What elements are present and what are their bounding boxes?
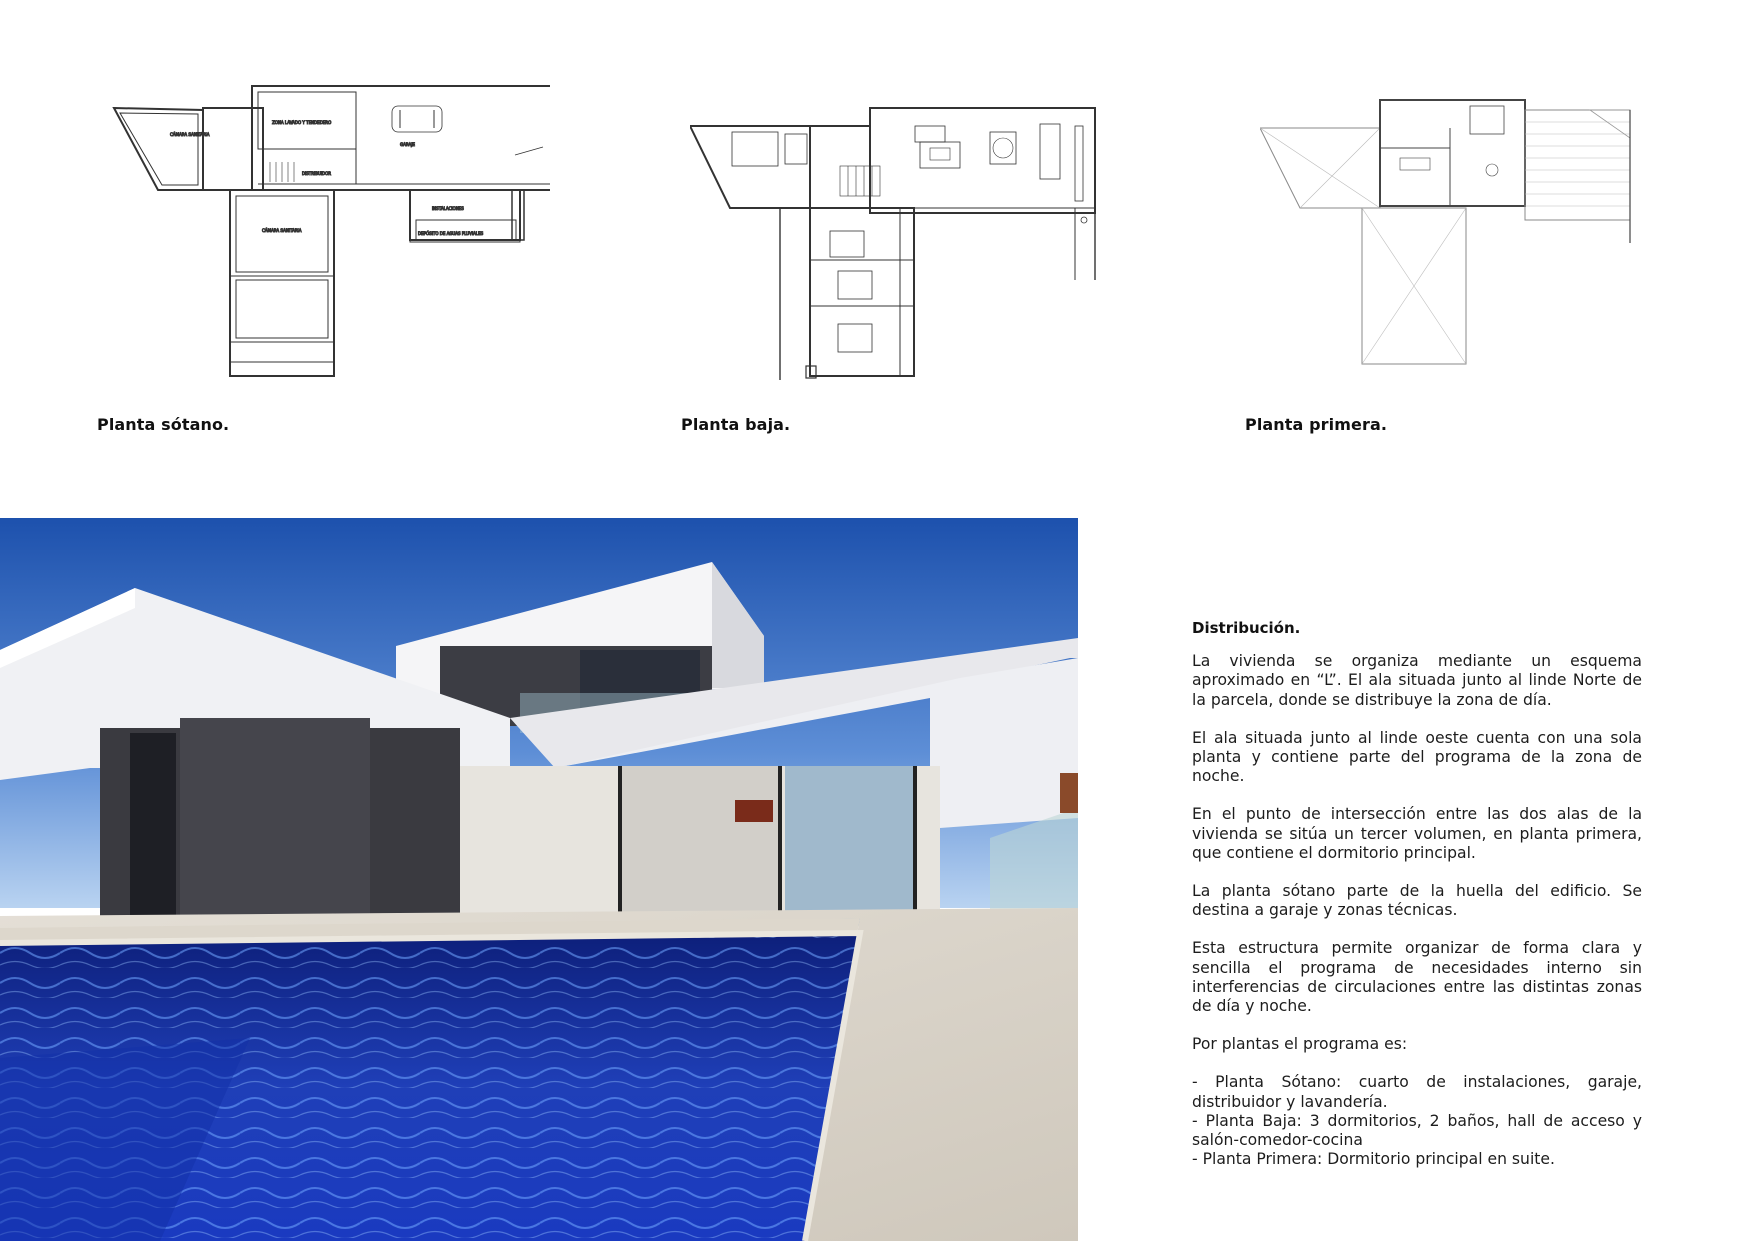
program-item: - Planta Baja: 3 dormitorios, 2 baños, hall de acceso y salón-comedor-cocina bbox=[1192, 1111, 1642, 1150]
house-pool-photo bbox=[0, 518, 1078, 1241]
ground-floor-plan bbox=[690, 96, 1110, 380]
caption-planta-primera: Planta primera. bbox=[1245, 415, 1388, 434]
plan-label-camara1: CÁMARA SANITARIA bbox=[170, 132, 210, 137]
first-floor-plan bbox=[1260, 98, 1640, 366]
plan-label-instalaciones: INSTALACIONES bbox=[432, 206, 464, 211]
plan-label-deposito: DEPÓSITO DE AGUAS PLUVIALES bbox=[418, 231, 484, 236]
caption-planta-baja: Planta baja. bbox=[681, 415, 791, 434]
paragraph: En el punto de intersección entre las dos alas de la vivienda se sitúa un tercer volumen, en planta primera, que contiene el dormitorio principal. bbox=[1192, 805, 1642, 862]
caption-planta-sotano: Planta sótano. bbox=[97, 415, 230, 434]
paragraph: Por plantas el programa es: bbox=[1192, 1035, 1408, 1054]
paragraph: La vivienda se organiza mediante un esquema aproximado en “L”. El ala situada junto al linde Norte de la parcela, donde se distribuye la zona de día. bbox=[1192, 652, 1642, 709]
paragraph: Esta estructura permite organizar de forma clara y sencilla el programa de necesidades interno sin interferencias de circulaciones entre las distintas zonas de día y noche. bbox=[1192, 939, 1642, 1016]
paragraph: El ala situada junto al linde oeste cuenta con una sola planta y contiene parte del programa de la zona de noche. bbox=[1192, 728, 1642, 786]
basement-floor-plan bbox=[110, 80, 550, 380]
paragraph: La planta sótano parte de la huella del edificio. Se destina a garaje y zonas técnicas. bbox=[1192, 882, 1642, 920]
plan-label-distribuidor: DISTRIBUIDOR bbox=[302, 171, 332, 176]
program-item: - Planta Sótano: cuarto de instalaciones, garaje, distribuidor y lavandería. bbox=[1192, 1073, 1642, 1111]
plan-label-garaje: GARAJE bbox=[400, 142, 415, 147]
distribution-title: Distribución. bbox=[1192, 619, 1301, 637]
plan-label-zona-lavado: ZONA LAVADO Y TENDEDERO bbox=[272, 120, 332, 125]
distribution-text bbox=[1192, 619, 1642, 1169]
program-item: - Planta Primera: Dormitorio principal en suite. bbox=[1192, 1150, 1555, 1169]
plan-label-camara2: CÁMARA SANITARIA bbox=[262, 228, 302, 233]
